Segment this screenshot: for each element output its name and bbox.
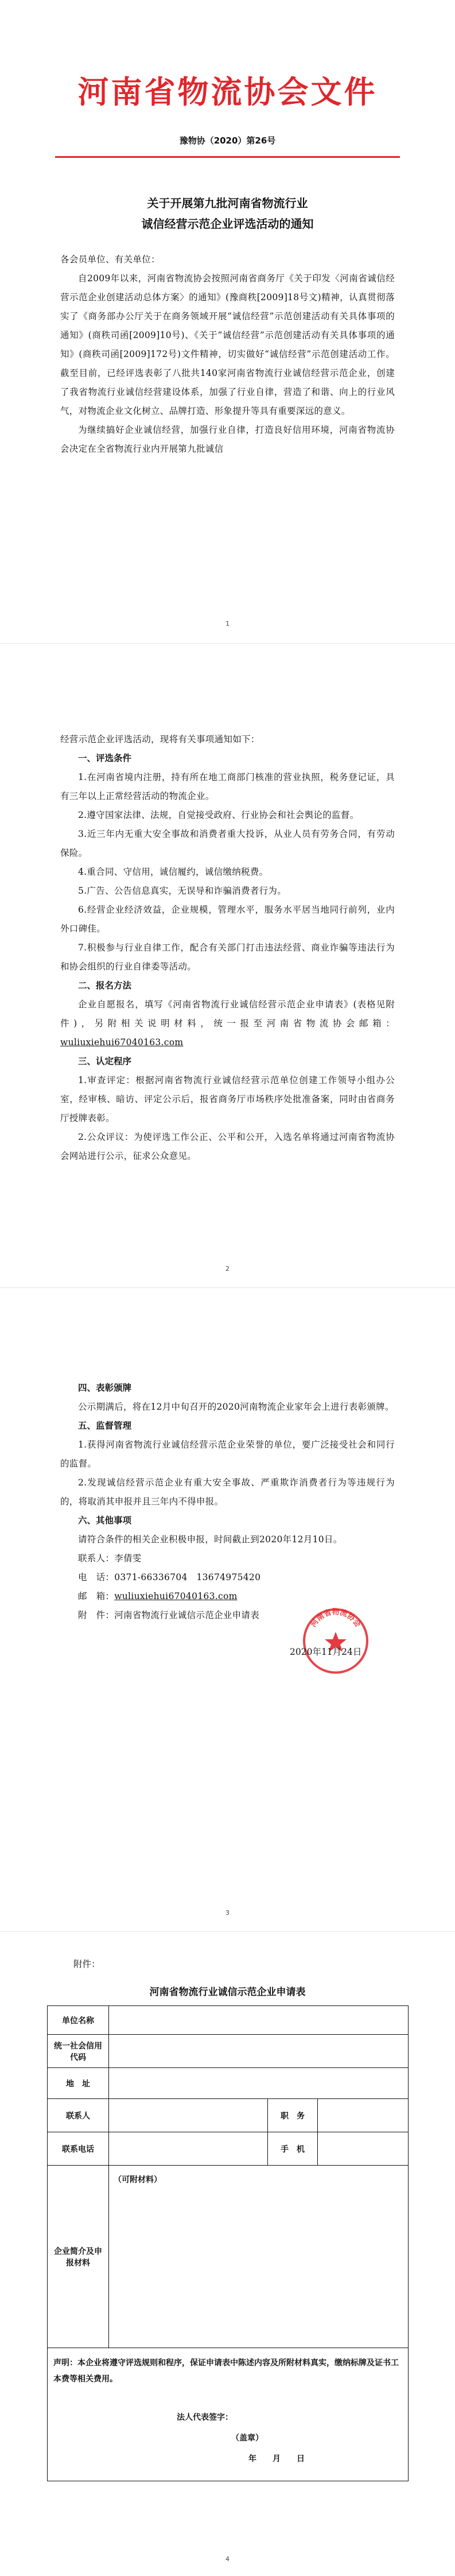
page-1 — [0, 0, 455, 643]
supervision-item: 2.发现诚信经营示范企业有重大安全事故、严重欺诈消费者行为等违规行为的，将取消其申报并且三年内不得申报。 — [60, 1477, 395, 1507]
section-title-apply: 二、报名方法 — [78, 980, 132, 991]
position-field[interactable] — [318, 2099, 409, 2132]
page-number: 2 — [225, 1265, 230, 1273]
date-fill: 年 月 日 — [248, 2454, 305, 2464]
rep-signature: 法人代表签字： — [177, 2413, 233, 2422]
section-title-criteria: 一、评选条件 — [78, 753, 132, 763]
phone-value: 0371-66336704 13674975420 — [114, 1572, 261, 1582]
procedure-item: 2.公众评议：为使评选工作公正、公平和公开，入选名单将通过河南省物流协会网站进行公示，征求公众意见。 — [60, 1132, 395, 1161]
page-number: 3 — [225, 1909, 230, 1917]
decision-paragraph: 为继续搞好企业诚信经营，加强行业自律，打造良好信用环境，河南省物流协会决定在全省物流行业内开展第九批诚信 — [60, 425, 395, 454]
page-2 — [0, 644, 455, 1287]
official-seal — [301, 1607, 370, 1675]
doc-title-line-2: 诚信经营示范企业评选活动的通知 — [141, 217, 314, 231]
page-2-body — [60, 730, 395, 1166]
apply-text: 企业自愿报名，填写《河南省物流行业诚信经营示范企业申请表》(表格见附件)，另附相关说明材料，统一报至河南省物流协会邮箱： — [60, 999, 395, 1029]
contact-field[interactable] — [109, 2099, 268, 2132]
seal-icon — [301, 1607, 370, 1675]
position-label: 职 务 — [268, 2099, 318, 2132]
apply-method — [60, 995, 395, 1052]
phone-label: 联系电话 — [48, 2132, 109, 2166]
intro-field[interactable] — [109, 2166, 409, 2348]
phone-label: 电 话： — [78, 1572, 115, 1582]
criteria-item: 6.经营企业经济效益，企业规模，管理水平，服务水平居当地同行前列，业内外口碑佳。 — [60, 905, 395, 934]
criteria-item: 5.广告、公告信息真实，无误导和诈骗消费者行为。 — [78, 886, 286, 896]
intro-note: （可附材料） — [114, 2175, 162, 2185]
page-number: 1 — [225, 620, 230, 627]
deadline-text: 请符合条件的相关企业积极申报，时间截止到2020年12月10日。 — [78, 1534, 343, 1545]
email-label: 邮 箱： — [78, 1591, 115, 1601]
salutation: 各会员单位、有关单位： — [60, 254, 160, 265]
doc-title-line-1: 关于开展第九批河南省物流行业 — [147, 196, 308, 210]
doc-number: 豫物协（2020）第26号 — [179, 135, 276, 146]
phone-field[interactable] — [109, 2132, 268, 2166]
address-field[interactable] — [109, 2068, 409, 2099]
contact-name: 李倩雯 — [114, 1553, 142, 1564]
mobile-label: 手 机 — [268, 2132, 318, 2166]
seal-label: （盖章） — [231, 2434, 263, 2443]
mobile-field[interactable] — [318, 2132, 409, 2166]
section-title-award: 四、表彰颁牌 — [78, 1383, 132, 1393]
criteria-item: 1.在河南省境内注册，持有所在地工商部门核准的营业执照，税务登记证，具有三年以上正常经营活动的物流企业。 — [60, 772, 395, 801]
attachment-label: 附 件： — [78, 1610, 115, 1620]
issue-date: 2020年11月24日 — [290, 1647, 362, 1657]
criteria-item: 4.重合同、守信用，诚信履约，诚信缴纳税费。 — [78, 867, 269, 877]
red-divider — [55, 156, 400, 158]
page-4 — [0, 1932, 455, 2576]
declaration-text: 声明：本企业将遵守评选规则和程序，保证申请表中陈述内容及所附材料真实，缴纳标牌及证书工本费等相关费用。 — [53, 2358, 399, 2384]
supervision-item: 1.获得河南省物流行业诚信经营示范企业荣誉的单位，要广泛接受社会和同行的监督。 — [60, 1440, 395, 1469]
credit-code-field[interactable] — [109, 2035, 409, 2068]
intro-label: 企业简介及申报材料 — [48, 2166, 109, 2348]
continued-text: 经营示范企业评选活动，现将有关事项通知如下： — [60, 734, 260, 744]
contact-label: 联系人： — [78, 1553, 115, 1564]
contact-phone — [60, 1568, 395, 1587]
criteria-item: 7.积极参与行业自律工作，配合有关部门打击违法经营、商业诈骗等违法行为和协会组织的行业自律委等活动。 — [60, 942, 395, 972]
section-title-supervision: 五、监督管理 — [78, 1421, 132, 1431]
unit-name-field[interactable] — [109, 2006, 409, 2035]
credit-code-label: 统一社会信用代码 — [48, 2035, 109, 2068]
intro-paragraph: 自2009年以来，河南省物流协会按照河南省商务厅《关于印发〈河南省诚信经营示范企业创建活动总体方案〉的通知》(豫商秩[2009]18号文)精神，认真贯彻落实了《商务部办公厅关于在商务领域开展“诚信经营”示范创建活动有关具体事项的通知》(商秩司函[2009]10号)、《关于“诚信经营”示范创建活动有关具体事项的通知》(商秩司函[2009]172号)文件精神，切实做好“诚信经营”示范创建活动工作。截至目前，已经评选表彰了八批共140家河南省物流行业诚信经营示范企业，创建了我省物流行业诚信经营建设体系，加强了行业自律，营造了和谐、向上的行业风气，对物流企业文化树立、品牌打造、形象提升等具有重要深远的意义。 — [60, 273, 395, 416]
seal-text: 河南省物流协会 — [309, 1608, 362, 1629]
page-number: 4 — [225, 2555, 230, 2563]
declaration-cell — [48, 2348, 409, 2481]
page-3 — [0, 1288, 455, 1931]
procedure-item: 1.审查评定：根据河南省物流行业诚信经营示范单位创建工作领导小组办公室，经审核、暗访、评定公示后，报省商务厅市场秩序处批准备案，同时由省商务厅授牌表彰。 — [60, 1075, 395, 1123]
svg-text:河南省物流协会 — [309, 1608, 363, 1629]
form-title: 河南省物流行业诚信示范企业申请表 — [149, 1987, 306, 1998]
criteria-item: 2.遵守国家法律、法规，自觉接受政府、行业协会和社会舆论的监督。 — [78, 810, 359, 820]
page-1-body — [60, 250, 395, 459]
email-link[interactable]: wuliuxiehui67040163.com — [114, 1591, 238, 1601]
attachment-heading: 附件： — [73, 1959, 100, 1969]
criteria-item: 3.近三年内无重大安全事故和消费者重大投诉，从业人员有劳务合同，有劳动保险。 — [60, 829, 395, 858]
application-form — [47, 2005, 409, 2481]
org-title: 河南省物流协会文件 — [77, 74, 378, 110]
attachment-value: 河南省物流行业诚信示范企业申请表 — [114, 1610, 260, 1620]
page-3-body — [60, 1379, 395, 1625]
section-title-other: 六、其他事项 — [78, 1515, 132, 1526]
apply-email-link[interactable]: wuliuxiehui67040163.com — [60, 1037, 184, 1048]
contact-email — [60, 1587, 395, 1606]
award-text: 公示期满后，将在12月中旬召开的2020河南物流企业家年会上进行表彰颁牌。 — [78, 1402, 394, 1412]
section-title-procedure: 三、认定程序 — [78, 1056, 132, 1066]
address-label: 地 址 — [48, 2068, 109, 2099]
unit-name-label: 单位名称 — [48, 2006, 109, 2035]
contact-label: 联系人 — [48, 2099, 109, 2132]
contact-person — [60, 1549, 395, 1568]
